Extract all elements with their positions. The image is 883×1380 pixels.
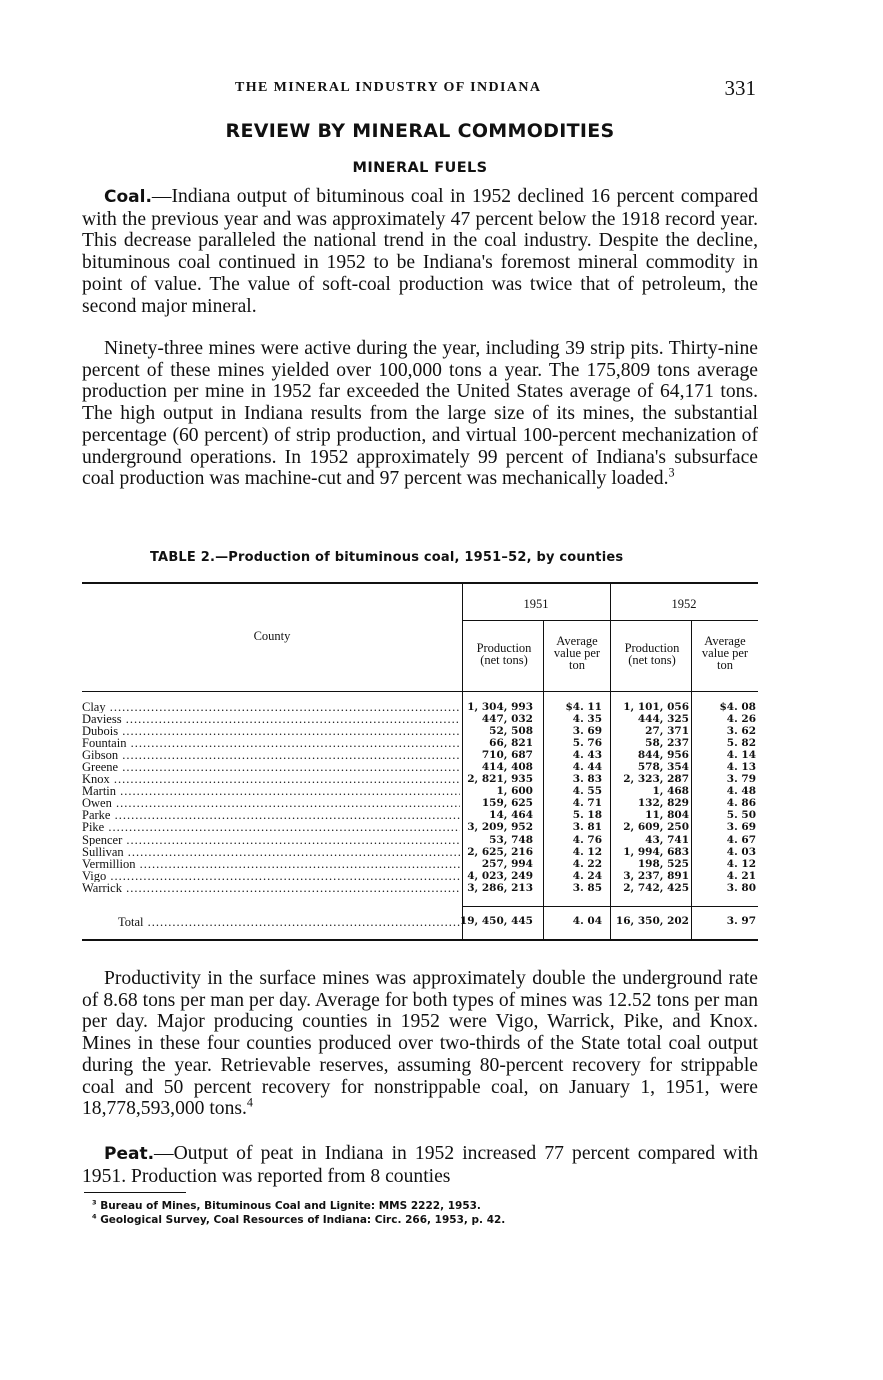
footnote-divider [84, 1192, 186, 1193]
value-1952: 4. 67 [726, 833, 756, 846]
footnotes [92, 1199, 732, 1227]
production-1952: 2, 742, 425 [623, 881, 689, 894]
production-1951: 1, 304, 993 [467, 701, 533, 713]
table-bottom-rule [82, 939, 758, 941]
table-row [82, 809, 758, 821]
value-1951: 3. 83 [572, 773, 602, 786]
value-1952: 5. 50 [726, 809, 756, 822]
paragraph-coal [82, 186, 758, 317]
production-1952: 58, 237 [645, 737, 689, 750]
value-1951: 5. 76 [572, 737, 602, 750]
subsection-title: MINERAL FUELS [352, 160, 488, 176]
value-1952: 4. 48 [726, 785, 756, 798]
county-name: Warrick ..... [82, 882, 460, 894]
table-row [82, 785, 758, 797]
table-body [82, 701, 758, 894]
table-caption: TABLE 2.—Production of bituminous coal, 1951–52, by counties [150, 550, 624, 565]
paragraph-mines [82, 338, 758, 490]
production-1951: 4, 023, 249 [467, 869, 533, 882]
section-title: REVIEW BY MINERAL COMMODITIES [225, 120, 615, 142]
production-1952: 198, 525 [637, 857, 689, 870]
county-name: Sullivan ..... [82, 846, 460, 858]
production-1952: 3, 237, 891 [623, 869, 689, 882]
value-1951: 4. 12 [572, 845, 602, 858]
paragraph-mines-text: Ninety-three mines were active during the year, including 39 strip pits. Thirty-nine percent of these mines yielded over 100,000 tons a year. The 175,809 tons average production per mine in 1952 far exceeded the United States average of 64,171 tons. The high output in Indiana results from the large size of its mines, the substantial percentage (60 percent) of strip production, and virtual 100-percent mechanization of underground operations. In 1952 approximately 99 percent of Indiana's subsurface coal production was machine-cut and 97 percent was mechanically loaded. [82, 338, 758, 490]
value-1951: 4. 44 [572, 761, 602, 774]
lead-coal: Coal. [104, 187, 152, 207]
value-1951: 4. 43 [572, 749, 602, 762]
total-value-1952: 3. 97 [726, 915, 756, 927]
header-bottom-rule [82, 691, 758, 692]
county-name: Vigo ..... [82, 870, 460, 882]
production-1951: 14, 464 [489, 809, 533, 822]
production-1952: 27, 371 [645, 725, 689, 738]
table-row [82, 749, 758, 761]
value-1952: 5. 82 [726, 737, 756, 750]
running-title: THE MINERAL INDUSTRY OF INDIANA [235, 80, 542, 95]
county-name: Martin ..... [82, 785, 460, 797]
value-1951: $4. 11 [565, 701, 602, 713]
county-name: Knox ..... [82, 773, 460, 785]
production-1951: 3, 286, 213 [467, 881, 533, 894]
table-top-rule [82, 582, 758, 584]
value-header-1951: Average value per ton [553, 634, 601, 672]
footnote-ref-3: 3 [668, 465, 675, 480]
footnote-text: Bureau of Mines, Bituminous Coal and Lignite: MMS 2222, 1953. [100, 1200, 481, 1212]
value-1952: 4. 26 [726, 713, 756, 726]
production-1951: 414, 408 [481, 761, 533, 774]
footnote-mark: 4 [92, 1212, 97, 1221]
footnote-ref-4: 4 [246, 1095, 253, 1110]
value-1951: 4. 24 [572, 869, 602, 882]
value-1951: 4. 71 [572, 797, 602, 810]
value-1952: $4. 08 [719, 701, 756, 713]
value-1952: 4. 13 [726, 761, 756, 774]
value-1952: 3. 79 [726, 773, 756, 786]
production-1952: 11, 804 [645, 809, 689, 822]
footnote-mark: 3 [92, 1198, 97, 1207]
value-1952: 4. 14 [726, 749, 756, 762]
table-row [82, 797, 758, 809]
production-1952: 1, 468 [652, 785, 689, 798]
value-1952: 3. 80 [726, 881, 756, 894]
year-1952-header: 1952 [671, 597, 697, 611]
table-row [82, 846, 758, 858]
production-1952: 2, 323, 287 [623, 773, 689, 786]
production-1952: 844, 956 [637, 749, 689, 762]
production-1952: 43, 741 [645, 833, 689, 846]
value-1951: 3. 85 [572, 881, 602, 894]
county-name: Dubois ..... [82, 725, 460, 737]
value-1952: 4. 12 [726, 857, 756, 870]
value-1951: 3. 69 [572, 725, 602, 738]
table-row [82, 713, 758, 725]
total-label: Total ..... [118, 915, 460, 930]
table-total-row [82, 915, 758, 929]
county-name: Parke ..... [82, 809, 460, 821]
production-1951: 53, 748 [489, 833, 533, 846]
county-name: Spencer ..... [82, 834, 460, 846]
value-1952: 3. 69 [726, 821, 756, 834]
county-name: Daviess ..... [82, 713, 460, 725]
paragraph-peat [82, 1143, 758, 1187]
table-row [82, 882, 758, 894]
production-header-1952: Production (net tons) [624, 641, 680, 667]
table-row [82, 773, 758, 785]
production-1952: 1, 101, 056 [623, 701, 689, 713]
footnote [92, 1199, 732, 1213]
production-1951: 1, 600 [496, 785, 533, 798]
county-name: Clay ..... [82, 701, 460, 713]
county-name: Gibson ..... [82, 749, 460, 761]
coal-production-table [82, 580, 758, 944]
production-1952: 1, 994, 683 [623, 845, 689, 858]
value-1952: 4. 03 [726, 845, 756, 858]
production-1951: 2, 625, 216 [467, 845, 533, 858]
table-row [82, 870, 758, 882]
production-1951: 52, 508 [489, 725, 533, 738]
total-production-1952: 16, 350, 202 [615, 915, 689, 927]
production-1952: 132, 829 [637, 797, 689, 810]
value-1952: 4. 21 [726, 869, 756, 882]
production-1951: 447, 032 [481, 713, 533, 726]
lead-peat: Peat. [104, 1144, 155, 1164]
running-header [82, 76, 762, 102]
county-header: County [253, 629, 291, 643]
page-number: 331 [724, 76, 756, 100]
production-1952: 578, 354 [637, 761, 689, 774]
production-1951: 2, 821, 935 [467, 773, 533, 786]
value-1951: 4. 55 [572, 785, 602, 798]
value-header-1952: Average value per ton [701, 634, 749, 672]
county-name: Greene ..... [82, 761, 460, 773]
table-row [82, 737, 758, 749]
production-1951: 257, 994 [481, 857, 533, 870]
paragraph-peat-text: —Output of peat in Indiana in 1952 increased 77 percent compared with 1951. Production was reported from 8 counties [82, 1143, 758, 1187]
table-row [82, 834, 758, 846]
production-1951: 159, 625 [481, 797, 533, 810]
value-1951: 5. 18 [572, 809, 602, 822]
paragraph-coal-text: —Indiana output of bituminous coal in 1952 declined 16 percent compared with the previous year and was approximately 47 percent below the 1918 record year. This decrease paralleled the national trend in the coal industry. Despite the decline, bituminous coal continued in 1952 to be Indiana's foremost mineral commodity in point of value. The value of soft-coal production was twice that of petroleum, the second major mineral. [82, 186, 758, 317]
total-value-1951: 4. 04 [572, 915, 602, 927]
value-1951: 4. 22 [572, 857, 602, 870]
county-name: Fountain ..... [82, 737, 460, 749]
value-1951: 4. 35 [572, 713, 602, 726]
production-1952: 444, 325 [637, 713, 689, 726]
paragraph-productivity-text: Productivity in the surface mines was approximately double the underground rate of 8.68 tons per man per day. Average for both types of mines was 12.52 tons per man per day. Major producing counties in 1952 were Vigo, Warrick, Pike, and Knox. Mines in these four counties produced over two-thirds of the State total coal output during the year. Retrievable reserves, assuming 80-percent recovery for strippable coal and 50 percent recovery for nonstrippable coal, on January 1, 1951, were 18,778,593,000 tons. [82, 968, 758, 1120]
table-row [82, 761, 758, 773]
table-row [82, 858, 758, 870]
production-1951: 710, 687 [481, 749, 533, 762]
table-row [82, 701, 758, 713]
county-name: Owen ..... [82, 797, 460, 809]
county-name: Pike ..... [82, 821, 460, 833]
footnote-text: Geological Survey, Coal Resources of Indiana: Circ. 266, 1953, p. 42. [100, 1214, 506, 1226]
table-row [82, 821, 758, 833]
production-1951: 3, 209, 952 [467, 821, 533, 834]
production-1952: 2, 609, 250 [623, 821, 689, 834]
production-header-1951: Production (net tons) [476, 641, 532, 667]
value-1952: 4. 86 [726, 797, 756, 810]
table-row [82, 725, 758, 737]
paragraph-productivity [82, 968, 758, 1120]
total-production-1951: 19, 450, 445 [459, 915, 533, 927]
production-1951: 66, 821 [489, 737, 533, 750]
footnote [92, 1213, 732, 1227]
value-1951: 4. 76 [572, 833, 602, 846]
year-1951-header: 1951 [523, 597, 549, 611]
value-1952: 3. 62 [726, 725, 756, 738]
county-name: Vermillion ..... [82, 858, 460, 870]
value-1951: 3. 81 [572, 821, 602, 834]
